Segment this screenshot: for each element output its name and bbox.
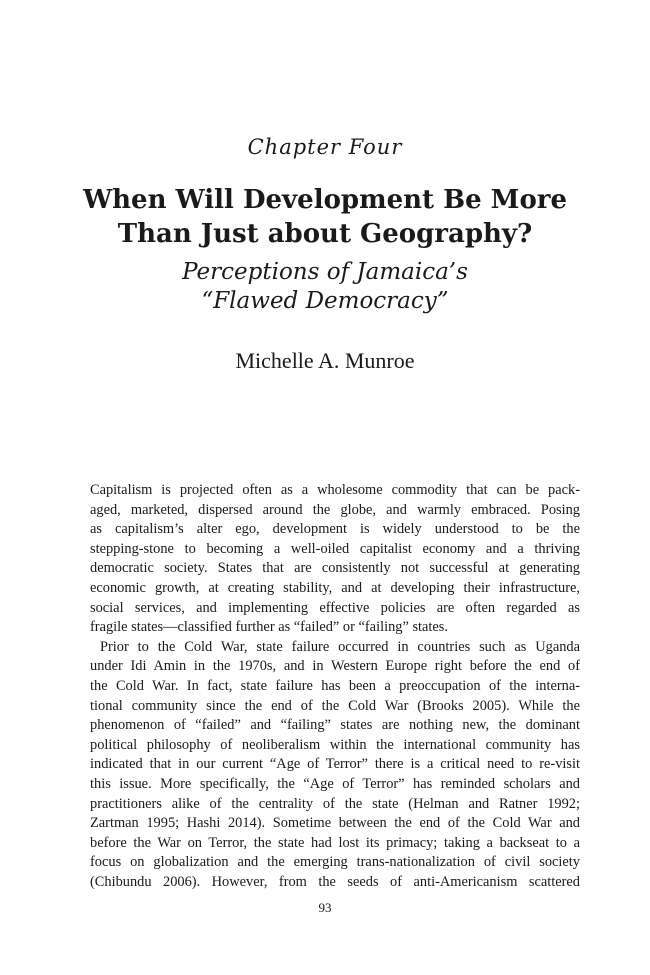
page-number: 93 [318, 900, 332, 915]
text-line: Capitalism is projected often as a wholesome commodity that can be pack- [90, 482, 580, 498]
chapter-title-line: When Will Development Be More [82, 185, 568, 215]
text-line: fragile states—classified further as “failed” or “failing” states. [90, 619, 449, 636]
chapter-title-line: Than Just about Geography? [117, 219, 533, 249]
text-line: social services, and implementing effective policies are often regarded as [90, 599, 580, 616]
text-line: phenomenon of “failed” and “failing” states are nothing new, the dominant [90, 717, 580, 734]
text-line: this issue. More specifically, the “Age of Terror” has reminded scholars and [90, 775, 580, 792]
text-line: democratic society. States that are consistently not successful at generating [90, 560, 580, 577]
body-text [90, 481, 580, 892]
text-line: indicated that in our current “Age of Terror” there is a critical need to re-visit [90, 756, 580, 773]
text-line: the Cold War. In fact, state failure has been a preoccupation of the interna- [90, 677, 580, 694]
text-line: under Idi Amin in the 1970s, and in Western Europe right before the end of [90, 658, 580, 675]
text-line: economic growth, at creating stability, and at developing their infrastructure, [90, 579, 580, 596]
chapter-subtitle-line: Perceptions of Jamaica’s [182, 259, 468, 285]
text-line: focus on globalization and the emerging trans-nationalization of civil society [90, 854, 580, 871]
text-line: aged, marketed, dispersed around the globe, and warmly embraced. Posing [90, 501, 580, 518]
text-line: Prior to the Cold War, state failure occurred in countries such as Uganda [100, 638, 580, 655]
text-line: tional community since the end of the Cold War (Brooks 2005). While the [90, 697, 580, 714]
text-line: political philosophy of neoliberalism within the international community has [90, 736, 580, 753]
chapter-label: Chapter Four [247, 135, 403, 159]
text-line: before the War on Terror, the state had lost its primacy; taking a backseat to a [90, 834, 580, 851]
text-line: (Chibundu 2006). However, from the seeds of anti-Americanism scattered [90, 873, 580, 890]
chapter-subtitle [60, 258, 590, 316]
text-line: practitioners alike of the centrality of the state (Helman and Ratner 1992; [90, 795, 580, 812]
chapter-title [60, 183, 590, 251]
text-line: as capitalism’s alter ego, development is widely understood to be the [90, 521, 580, 538]
author-name: Michelle A. Munroe [235, 348, 415, 373]
text-line: stepping-stone to becoming a well-oiled capitalist economy and a thriving [90, 540, 580, 557]
text-line: Zartman 1995; Hashi 2014). Sometime between the end of the Cold War and [90, 815, 580, 832]
chapter-subtitle-line: “Flawed Democracy” [201, 288, 449, 314]
